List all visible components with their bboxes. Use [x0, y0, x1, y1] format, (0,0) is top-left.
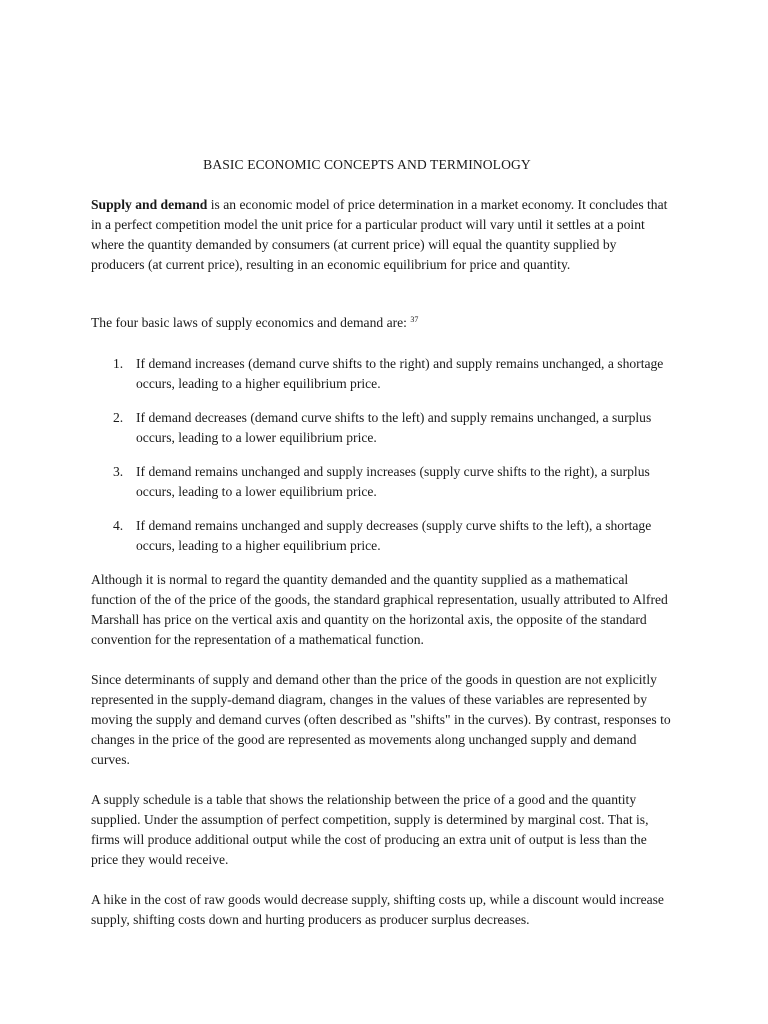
- list-item-text: If demand remains unchanged and supply increases (supply curve shifts to the right), a surplus occurs, leading to a lower equilibrium price.: [136, 464, 650, 499]
- list-item-number: 2.: [113, 410, 124, 425]
- list-item-number: 3.: [113, 464, 124, 479]
- intro-bold-term: Supply and demand: [91, 197, 208, 212]
- list-item-text: If demand remains unchanged and supply decreases (supply curve shifts to the left), a shortage occurs, leading to a higher equilibrium price.: [136, 518, 652, 553]
- list-item: [91, 408, 681, 448]
- list-item: [91, 354, 681, 394]
- intro-paragraph: [91, 195, 671, 275]
- determinants-paragraph: Since determinants of supply and demand other than the price of the goods in question are not explicitly represented in the supply-demand diagram, changes in the values of these variables are represented by moving the supply and demand curves (often described as "shifts" in the curves). By contrast, responses to changes in the price of the good are represented as movements along unchanged supply and demand curves.: [91, 672, 671, 767]
- list-item-number: 1.: [113, 356, 124, 371]
- list-item-text: If demand increases (demand curve shifts to the right) and supply remains unchanged, a shortage occurs, leading to a higher equilibrium price.: [136, 356, 664, 391]
- list-item-number: 4.: [113, 518, 124, 533]
- list-item: [91, 462, 681, 502]
- graph-convention-paragraph: Although it is normal to regard the quantity demanded and the quantity supplied as a mathematical function of the of the price of the goods, the standard graphical representation, usually attributed to Alfred Marshall has price on the vertical axis and quantity on the horizontal axis, the opposite of the standard convention for the representation of a mathematical function.: [91, 572, 668, 647]
- footnote-reference: 37: [410, 315, 419, 324]
- document-title: BASIC ECONOMIC CONCEPTS AND TERMINOLOGY: [203, 157, 531, 172]
- supply-schedule-paragraph: A supply schedule is a table that shows the relationship between the price of a good and the quantity supplied. Under the assumption of perfect competition, supply is determined by marginal cost. That is, firms will produce additional output while the cost of producing an extra unit of output is less than the price they would receive.: [91, 792, 649, 867]
- laws-intro-text: The four basic laws of supply economics and demand are:: [91, 315, 407, 330]
- cost-hike-paragraph: A hike in the cost of raw goods would decrease supply, shifting costs up, while a discount would increase supply, shifting costs down and hurting producers as producer surplus decreases.: [91, 892, 664, 927]
- laws-list: [91, 354, 681, 570]
- laws-intro-paragraph: [91, 313, 671, 333]
- list-item-text: If demand decreases (demand curve shifts to the left) and supply remains unchanged, a surplus occurs, leading to a lower equilibrium price.: [136, 410, 652, 445]
- intro-text: is an economic model of price determination in a market economy. It concludes that in a perfect competition model the unit price for a particular product will vary until it settles at a point where the quantity demanded by consumers (at current price) will equal the quantity supplied by producers (at current price), resulting in an economic equilibrium for price and quantity.: [91, 197, 668, 272]
- list-item: [91, 516, 681, 556]
